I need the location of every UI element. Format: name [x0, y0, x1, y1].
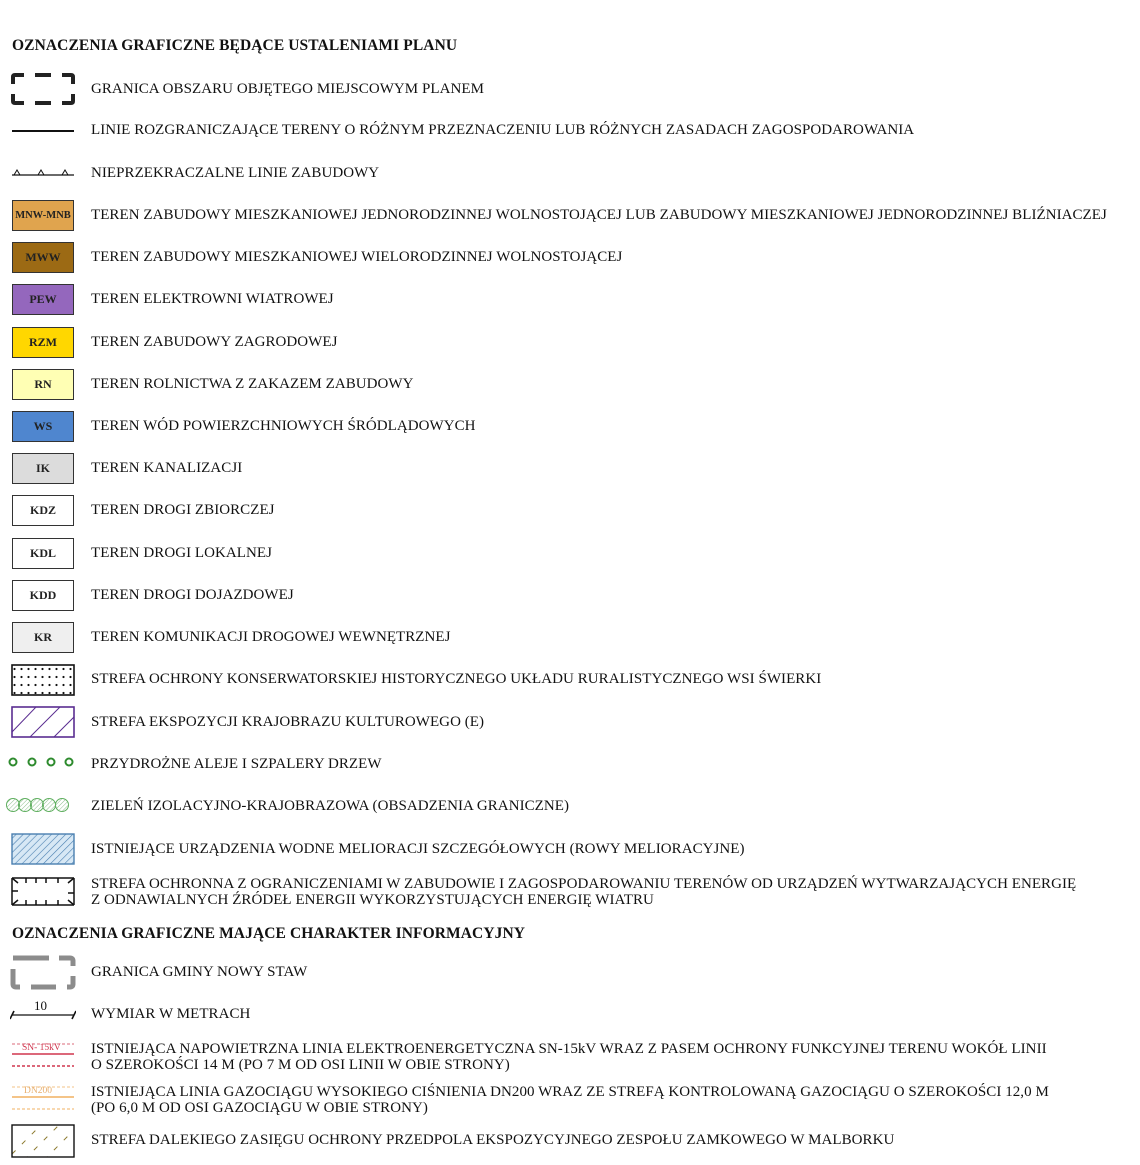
swatch-code: RN — [12, 369, 74, 400]
legend-label: STREFA OCHRONY KONSERWATORSKIEJ HISTORYCZNEGO UKŁADU RURALISTYCZNEGO WSI ŚWIERKI — [91, 671, 822, 687]
tree-circles-icon — [6, 755, 76, 769]
legend-label: TEREN DROGI DOJAZDOWEJ — [91, 587, 294, 603]
swatch-code: IK — [12, 453, 74, 484]
building-line-icon — [10, 167, 76, 177]
legend-label: NIEPRZEKRACZALNE LINIE ZABUDOWY — [91, 165, 380, 181]
legend-label: TEREN ROLNICTWA Z ZAKAZEM ZABUDOWY — [91, 376, 414, 392]
swatch-code: KDZ — [12, 495, 74, 526]
swatch-rzm — [10, 327, 76, 358]
green-buffer-icon — [4, 797, 74, 813]
swatch-code: RZM — [12, 327, 74, 358]
swatch-code: PEW — [12, 284, 74, 315]
legend-label: TEREN DROGI LOKALNEJ — [91, 545, 272, 561]
dimension-icon — [10, 998, 76, 1022]
legend-label: LINIE ROZGRANICZAJĄCE TERENY O RÓŻNYM PRZEZNACZENIU LUB RÓŻNYCH ZASADACH ZAGOSPODAROWANIA — [91, 122, 915, 138]
wind-zone-icon — [10, 874, 76, 908]
section-title-informative: OZNACZENIA GRAFICZNE MAJĄCE CHARAKTER INFORMACYJNY — [12, 925, 526, 942]
legend-label: ISTNIEJĄCE URZĄDZENIA WODNE MELIORACJI SZCZEGÓŁOWYCH (ROWY MELIORACYJNE) — [91, 841, 745, 857]
power-line-icon — [10, 1040, 76, 1072]
swatch-kdz — [10, 495, 76, 526]
swatch-kdl — [10, 538, 76, 569]
legend-label: PRZYDROŻNE ALEJE I SZPALERY DRZEW — [91, 756, 382, 772]
swatch-code: MNW-MNB — [12, 200, 74, 231]
legend-label: STREFA EKSPOZYCJI KRAJOBRAZU KULTUROWEGO (E) — [91, 714, 485, 730]
legend-label: GRANICA OBSZARU OBJĘTEGO MIEJSCOWYM PLANEM — [91, 81, 484, 97]
swatch-mww — [10, 242, 76, 273]
legend-label-continued: O SZEROKOŚCI 14 M (PO 7 M OD OSI LINII W OBIE STRONY) — [91, 1057, 510, 1073]
swatch-code: WS — [12, 411, 74, 442]
swatch-kdd — [10, 580, 76, 611]
legend-label: TEREN ZABUDOWY MIESZKANIOWEJ WIELORODZINNEJ WOLNOSTOJĄCEJ — [91, 249, 623, 265]
legend-label: TEREN WÓD POWIERZCHNIOWYCH ŚRÓDLĄDOWYCH — [91, 418, 476, 434]
castle-foreground-icon — [10, 1124, 76, 1158]
dotted-zone-icon — [10, 664, 76, 696]
legend-label-continued: (PO 6,0 M OD OSI GAZOCIĄGU W OBIE STRONY) — [91, 1100, 428, 1116]
solid-line-icon — [10, 129, 76, 133]
purple-hatch-icon — [10, 706, 76, 738]
gas-line-icon — [10, 1083, 76, 1115]
legend-label: TEREN ZABUDOWY MIESZKANIOWEJ JEDNORODZINNEJ WOLNOSTOJĄCEJ LUB ZABUDOWY MIESZKANIOWEJ JEDNORODZINNEJ BLIŹNIACZEJ — [91, 207, 1107, 223]
legend-label: ISTNIEJĄCA NAPOWIETRZNA LINIA ELEKTROENERGETYCZNA SN-15kV WRAZ Z PASEM OCHRONY FUNKCYJNEJ TERENU WOKÓŁ LINII — [91, 1041, 1047, 1057]
legend-label: TEREN DROGI ZBIORCZEJ — [91, 502, 275, 518]
swatch-code: KDL — [12, 538, 74, 569]
legend-label: TEREN ZABUDOWY ZAGRODOWEJ — [91, 334, 338, 350]
municipality-boundary-icon — [10, 953, 76, 991]
swatch-ik — [10, 453, 76, 484]
line-code: DN200 — [24, 1086, 52, 1096]
swatch-ws — [10, 411, 76, 442]
swatch-code: KDD — [12, 580, 74, 611]
blue-hatch-icon — [10, 833, 76, 865]
swatch-mnw-mnb — [10, 200, 76, 231]
dimension-value: 10 — [34, 998, 47, 1013]
legend-label: GRANICA GMINY NOWY STAW — [91, 964, 308, 980]
legend-label: WYMIAR W METRACH — [91, 1006, 251, 1022]
legend-label-continued: Z ODNAWIALNYCH ŹRÓDEŁ ENERGII WYKORZYSTUJĄCYCH ENERGIĘ WIATRU — [91, 892, 654, 908]
swatch-kr — [10, 622, 76, 653]
legend-label: TEREN KANALIZACJI — [91, 460, 243, 476]
legend-label: ZIELEŃ IZOLACYJNO-KRAJOBRAZOWA (OBSADZENIA GRANICZNE) — [91, 798, 570, 814]
legend-label: STREFA OCHRONNA Z OGRANICZENIAMI W ZABUDOWIE I ZAGOSPODAROWANIU TERENÓW OD URZĄDZEŃ WYTWARZAJĄCYCH ENERGIĘ — [91, 876, 1077, 892]
section-title-plan-provisions: OZNACZENIA GRAFICZNE BĘDĄCE USTALENIAMI PLANU — [12, 37, 458, 54]
legend-label: STREFA DALEKIEGO ZASIĘGU OCHRONY PRZEDPOLA EKSPOZYCYJNEGO ZESPOŁU ZAMKOWEGO W MALBORKU — [91, 1132, 895, 1148]
swatch-pew — [10, 284, 76, 315]
swatch-code: MWW — [12, 242, 74, 273]
swatch-code: KR — [12, 622, 74, 653]
legend-label: TEREN ELEKTROWNI WIATROWEJ — [91, 291, 334, 307]
line-code: SN- 15kV — [22, 1043, 61, 1053]
swatch-rn — [10, 369, 76, 400]
legend-label: TEREN KOMUNIKACJI DROGOWEJ WEWNĘTRZNEJ — [91, 629, 451, 645]
legend-label: ISTNIEJĄCA LINIA GAZOCIĄGU WYSOKIEGO CIŚNIENIA DN200 WRAZ ZE STREFĄ KONTROLOWANĄ GAZOCIĄGU O SZEROKOŚCI 12,0 M — [91, 1084, 1049, 1100]
plan-boundary-icon — [10, 72, 76, 106]
